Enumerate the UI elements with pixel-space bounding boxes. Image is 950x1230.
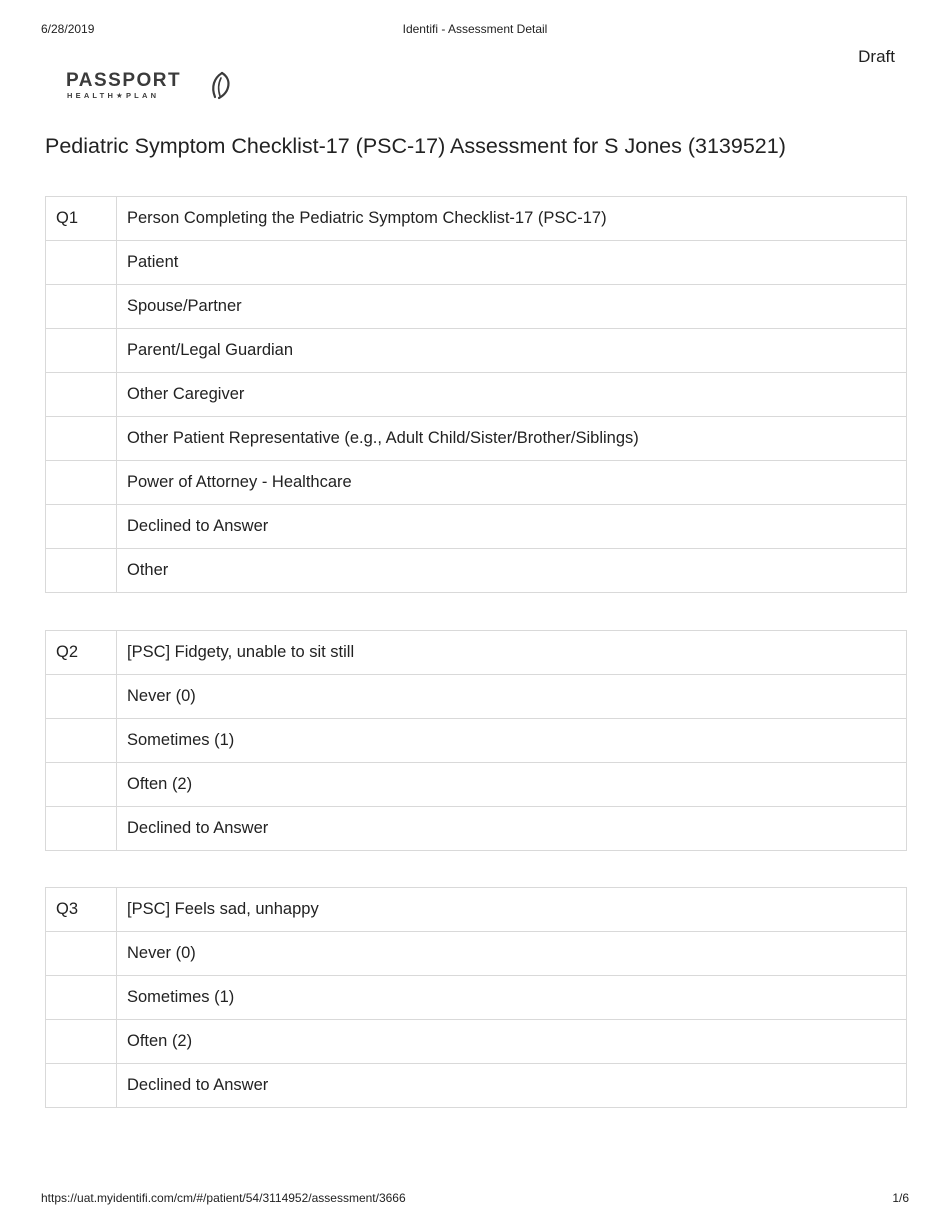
answer-option-text: Other Caregiver <box>117 373 907 417</box>
answer-selection-cell <box>46 1020 117 1064</box>
answer-option-text: Never (0) <box>117 675 907 719</box>
answer-option-text: Sometimes (1) <box>117 719 907 763</box>
question-row <box>46 888 907 932</box>
answer-option-text: Spouse/Partner <box>117 285 907 329</box>
answer-option-text: Declined to Answer <box>117 505 907 549</box>
answer-selection-cell <box>46 1064 117 1108</box>
passport-health-plan-logo <box>66 70 236 102</box>
answer-option-row <box>46 505 907 549</box>
print-footer <box>41 1191 909 1207</box>
answer-option-text: Other <box>117 549 907 593</box>
answer-selection-cell <box>46 719 117 763</box>
answer-selection-cell <box>46 763 117 807</box>
answer-option-row <box>46 549 907 593</box>
question-number: Q1 <box>46 197 117 241</box>
logo-wordmark: PASSPORT <box>66 70 182 91</box>
answer-selection-cell <box>46 976 117 1020</box>
answer-option-text: Declined to Answer <box>117 807 907 851</box>
answer-option-row <box>46 807 907 851</box>
answer-option-text: Other Patient Representative (e.g., Adult Child/Sister/Brother/Siblings) <box>117 417 907 461</box>
logo-tagline: HEALTH★PLAN <box>67 91 160 100</box>
answer-option-row <box>46 675 907 719</box>
answer-selection-cell <box>46 373 117 417</box>
answer-option-row <box>46 285 907 329</box>
answer-option-row <box>46 373 907 417</box>
answer-option-row <box>46 976 907 1020</box>
answer-selection-cell <box>46 241 117 285</box>
answer-option-row <box>46 329 907 373</box>
answer-selection-cell <box>46 329 117 373</box>
answer-option-text: Often (2) <box>117 1020 907 1064</box>
answer-selection-cell <box>46 675 117 719</box>
question-table-q2 <box>45 630 907 851</box>
question-row <box>46 631 907 675</box>
answer-option-row <box>46 241 907 285</box>
answer-option-row <box>46 1064 907 1108</box>
answer-selection-cell <box>46 549 117 593</box>
print-date: 6/28/2019 <box>41 22 95 36</box>
passport-leaf-icon <box>206 70 236 100</box>
page-url: https://uat.myidentifi.com/cm/#/patient/54/3114952/assessment/3666 <box>41 1191 406 1205</box>
question-text: [PSC] Feels sad, unhappy <box>117 888 907 932</box>
answer-option-row <box>46 417 907 461</box>
draft-status: Draft <box>858 47 895 66</box>
question-text: Person Completing the Pediatric Symptom Checklist-17 (PSC-17) <box>117 197 907 241</box>
question-number: Q2 <box>46 631 117 675</box>
answer-option-row <box>46 932 907 976</box>
answer-selection-cell <box>46 417 117 461</box>
question-table-q1 <box>45 196 907 593</box>
print-page-title: Identifi - Assessment Detail <box>402 22 548 36</box>
answer-option-text: Parent/Legal Guardian <box>117 329 907 373</box>
answer-option-text: Patient <box>117 241 907 285</box>
answer-option-row <box>46 763 907 807</box>
question-table-q3 <box>45 887 907 1108</box>
answer-option-text: Power of Attorney - Healthcare <box>117 461 907 505</box>
question-number: Q3 <box>46 888 117 932</box>
answer-option-row <box>46 719 907 763</box>
answer-option-text: Often (2) <box>117 763 907 807</box>
question-text: [PSC] Fidgety, unable to sit still <box>117 631 907 675</box>
answer-selection-cell <box>46 461 117 505</box>
print-header <box>41 22 909 38</box>
assessment-title: Pediatric Symptom Checklist-17 (PSC-17) Assessment for S Jones (3139521) <box>45 134 786 158</box>
answer-selection-cell <box>46 807 117 851</box>
answer-selection-cell <box>46 285 117 329</box>
page-number: 1/6 <box>892 1191 909 1205</box>
answer-selection-cell <box>46 932 117 976</box>
answer-option-row <box>46 461 907 505</box>
answer-option-text: Sometimes (1) <box>117 976 907 1020</box>
question-row <box>46 197 907 241</box>
answer-option-text: Declined to Answer <box>117 1064 907 1108</box>
answer-option-text: Never (0) <box>117 932 907 976</box>
answer-selection-cell <box>46 505 117 549</box>
answer-option-row <box>46 1020 907 1064</box>
